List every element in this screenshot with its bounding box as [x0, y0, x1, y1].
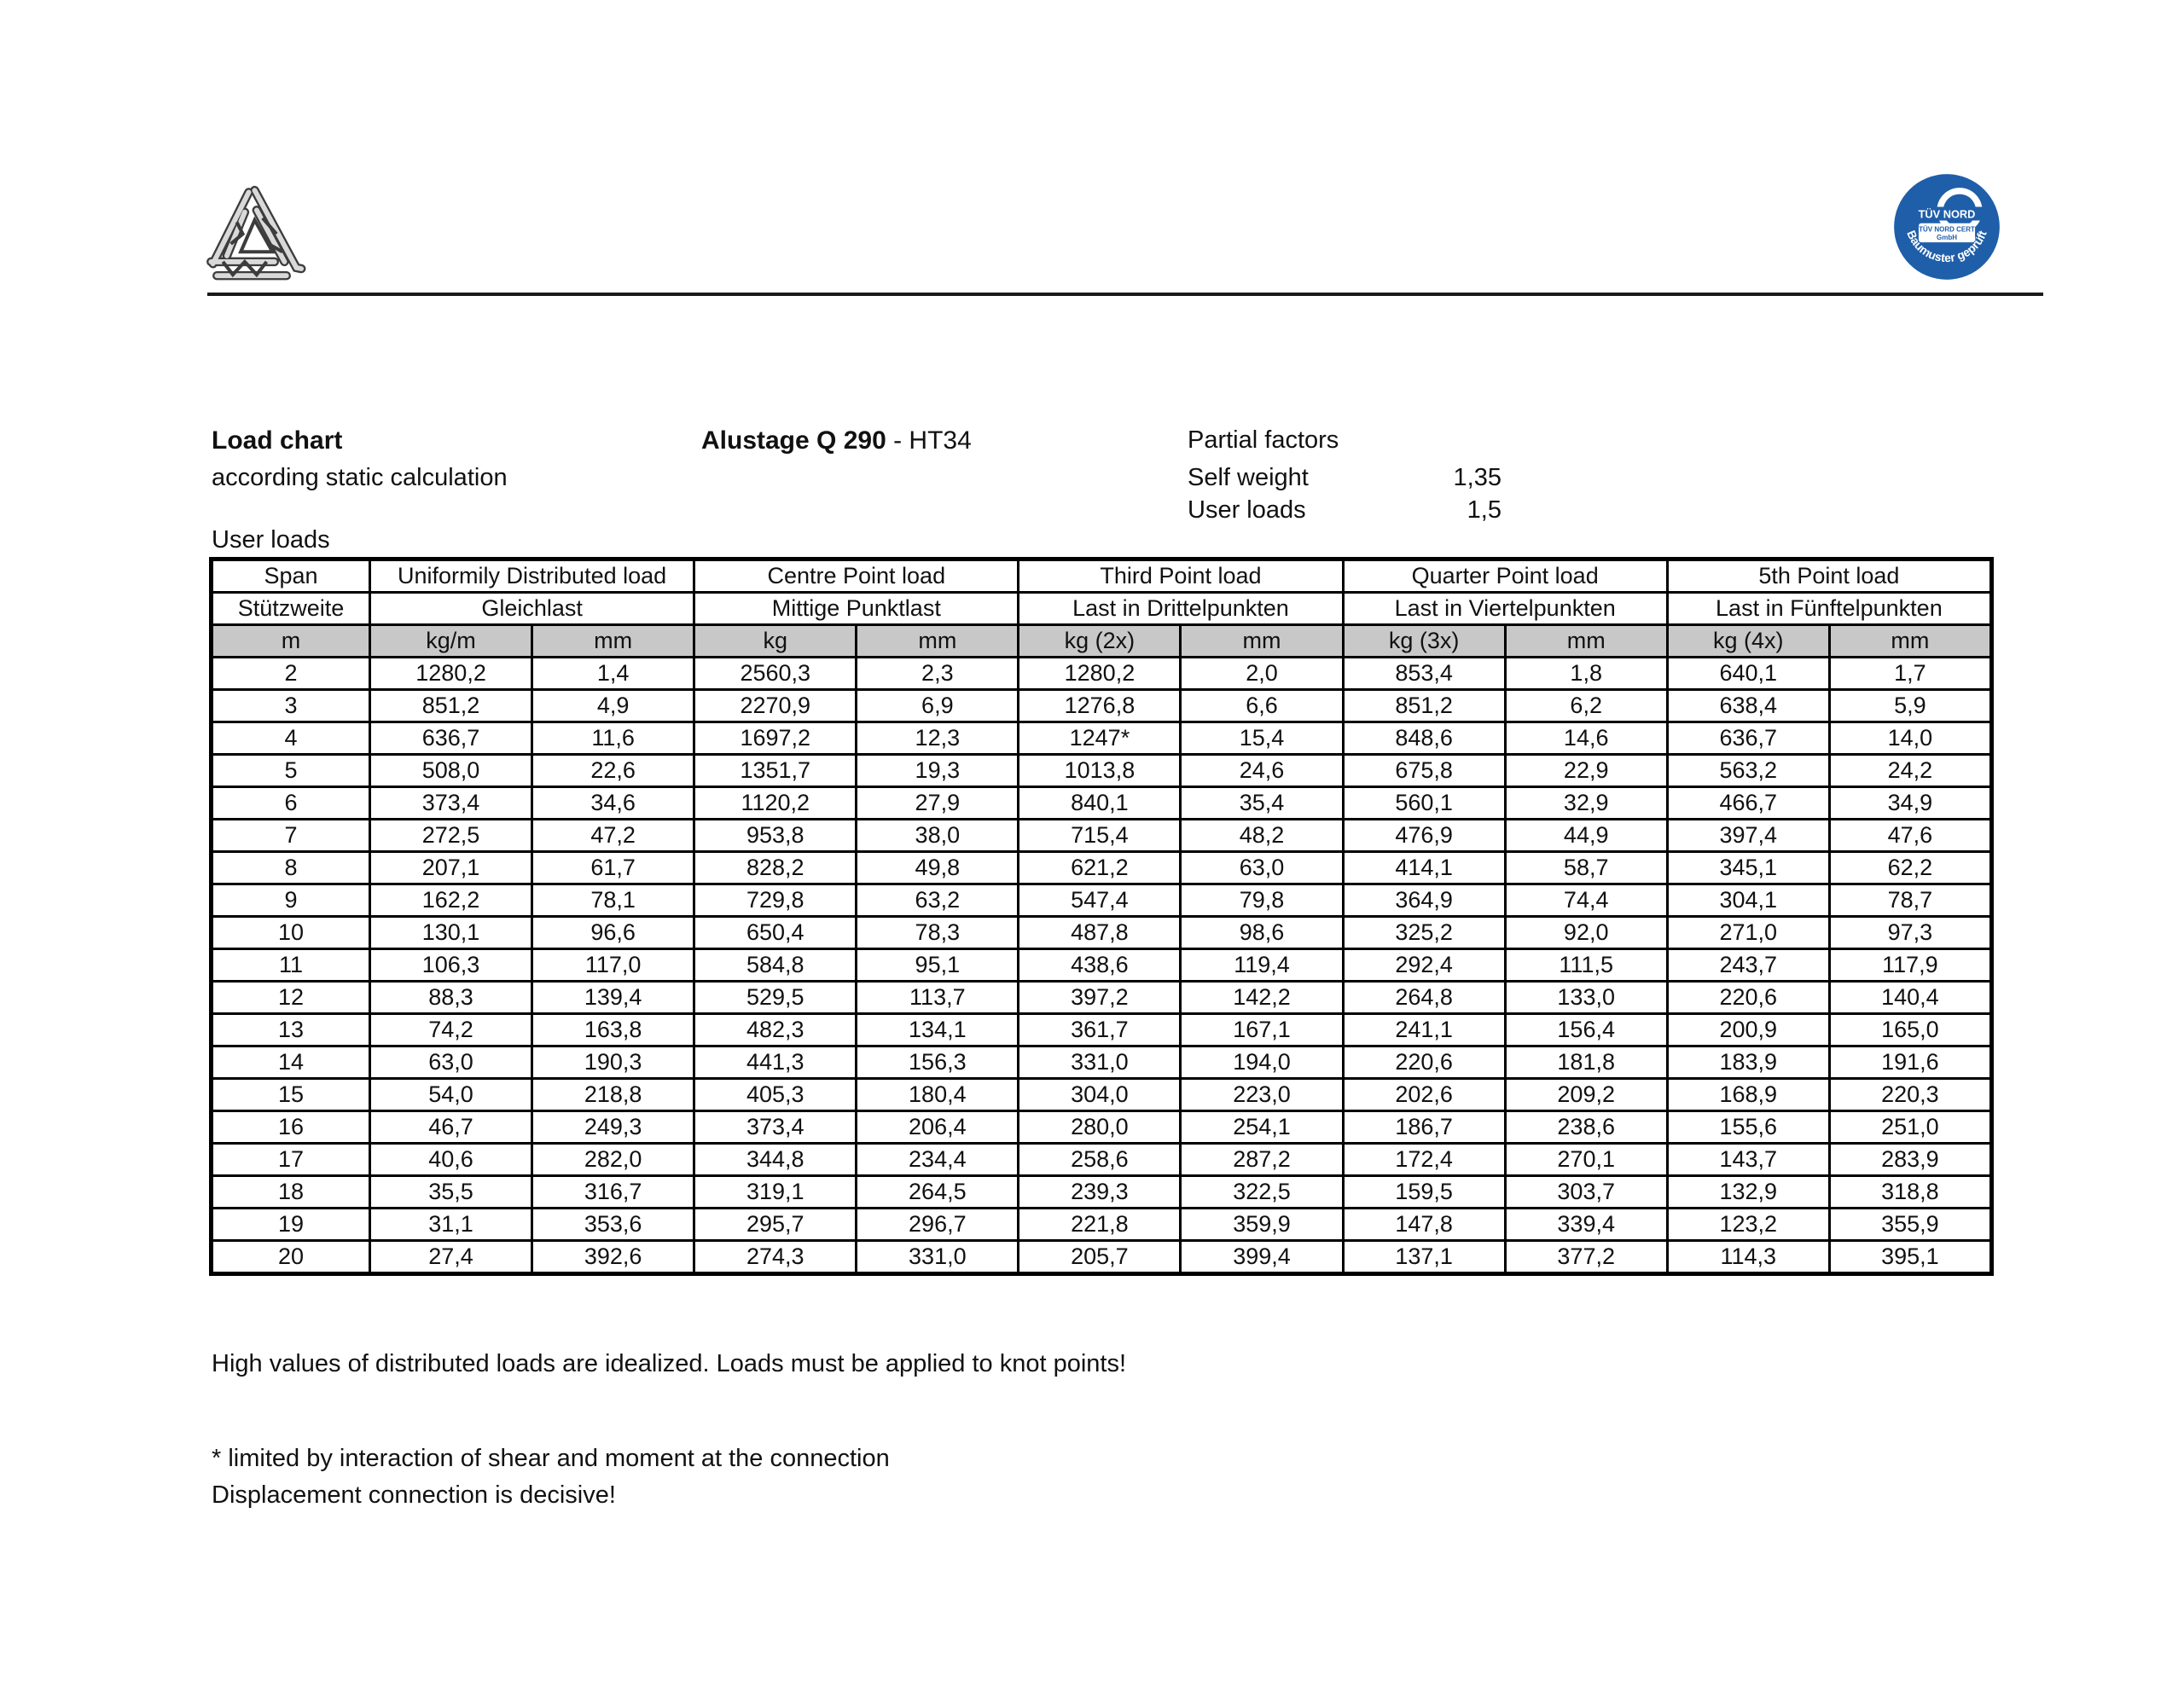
value-cell: 353,6	[532, 1209, 694, 1241]
truss-logo	[203, 179, 312, 285]
col-group-header-de: Last in Fünftelpunkten	[1667, 593, 1991, 625]
span-cell: 18	[212, 1176, 370, 1209]
value-cell: 392,6	[532, 1241, 694, 1274]
value-cell: 650,4	[694, 917, 857, 949]
value-cell: 134,1	[857, 1014, 1019, 1046]
value-cell: 62,2	[1829, 852, 1991, 884]
table-row	[212, 1079, 1992, 1111]
value-cell: 130,1	[370, 917, 532, 949]
table-row	[212, 1014, 1992, 1046]
header-row-en	[212, 559, 1992, 593]
value-cell: 78,7	[1829, 884, 1991, 917]
col-group-header-de: Last in Viertelpunkten	[1343, 593, 1667, 625]
table-row	[212, 787, 1992, 820]
value-cell: 345,1	[1667, 852, 1829, 884]
span-cell: 12	[212, 982, 370, 1014]
value-cell: 35,4	[1181, 787, 1343, 820]
table-row	[212, 1209, 1992, 1241]
value-cell: 190,3	[532, 1046, 694, 1079]
col-group-header: 5th Point load	[1667, 559, 1991, 593]
value-cell: 32,9	[1505, 787, 1667, 820]
span-cell: 15	[212, 1079, 370, 1111]
value-cell: 241,1	[1343, 1014, 1505, 1046]
value-cell: 180,4	[857, 1079, 1019, 1111]
value-cell: 35,5	[370, 1176, 532, 1209]
value-cell: 828,2	[694, 852, 857, 884]
value-cell: 438,6	[1019, 949, 1181, 982]
value-cell: 44,9	[1505, 820, 1667, 852]
unit-cell: m	[212, 625, 370, 658]
value-cell: 221,8	[1019, 1209, 1181, 1241]
value-cell: 359,9	[1181, 1209, 1343, 1241]
col-group-header-de: Gleichlast	[370, 593, 694, 625]
load-table-body	[212, 658, 1992, 1274]
value-cell: 355,9	[1829, 1209, 1991, 1241]
value-cell: 729,8	[694, 884, 857, 917]
value-cell: 1276,8	[1019, 690, 1181, 722]
value-cell: 49,8	[857, 852, 1019, 884]
value-cell: 63,0	[1181, 852, 1343, 884]
value-cell: 24,2	[1829, 755, 1991, 787]
value-cell: 31,1	[370, 1209, 532, 1241]
value-cell: 63,0	[370, 1046, 532, 1079]
tuv-gmbh-text: GmbH	[1937, 233, 1957, 241]
value-cell: 238,6	[1505, 1111, 1667, 1144]
unit-cell: kg/m	[370, 625, 532, 658]
value-cell: 243,7	[1667, 949, 1829, 982]
value-cell: 239,3	[1019, 1176, 1181, 1209]
value-cell: 159,5	[1343, 1176, 1505, 1209]
value-cell: 15,4	[1181, 722, 1343, 755]
span-cell: 17	[212, 1144, 370, 1176]
value-cell: 272,5	[370, 820, 532, 852]
value-cell: 361,7	[1019, 1014, 1181, 1046]
value-cell: 2,3	[857, 658, 1019, 690]
value-cell: 223,0	[1181, 1079, 1343, 1111]
table-row	[212, 982, 1992, 1014]
value-cell: 1280,2	[370, 658, 532, 690]
value-cell: 853,4	[1343, 658, 1505, 690]
value-cell: 2,0	[1181, 658, 1343, 690]
value-cell: 296,7	[857, 1209, 1019, 1241]
value-cell: 339,4	[1505, 1209, 1667, 1241]
value-cell: 280,0	[1019, 1111, 1181, 1144]
footnote-asterisk: * limited by interaction of shear and moment at the connection	[212, 1445, 890, 1472]
table-row	[212, 690, 1992, 722]
value-cell: 638,4	[1667, 690, 1829, 722]
value-cell: 304,1	[1667, 884, 1829, 917]
header-row-de	[212, 593, 1992, 625]
value-cell: 194,0	[1181, 1046, 1343, 1079]
table-row	[212, 852, 1992, 884]
value-cell: 209,2	[1505, 1079, 1667, 1111]
value-cell: 6,2	[1505, 690, 1667, 722]
span-cell: 8	[212, 852, 370, 884]
value-cell: 34,9	[1829, 787, 1991, 820]
units-row	[212, 625, 1992, 658]
value-cell: 1013,8	[1019, 755, 1181, 787]
value-cell: 4,9	[532, 690, 694, 722]
value-cell: 1351,7	[694, 755, 857, 787]
table-row	[212, 1176, 1992, 1209]
value-cell: 295,7	[694, 1209, 857, 1241]
value-cell: 12,3	[857, 722, 1019, 755]
value-cell: 220,3	[1829, 1079, 1991, 1111]
value-cell: 11,6	[532, 722, 694, 755]
unit-cell: kg (3x)	[1343, 625, 1505, 658]
value-cell: 167,1	[1181, 1014, 1343, 1046]
value-cell: 123,2	[1667, 1209, 1829, 1241]
value-cell: 34,6	[532, 787, 694, 820]
value-cell: 48,2	[1181, 820, 1343, 852]
span-cell: 7	[212, 820, 370, 852]
value-cell: 640,1	[1667, 658, 1829, 690]
value-cell: 106,3	[370, 949, 532, 982]
value-cell: 316,7	[532, 1176, 694, 1209]
value-cell: 202,6	[1343, 1079, 1505, 1111]
value-cell: 38,0	[857, 820, 1019, 852]
table-row	[212, 722, 1992, 755]
value-cell: 24,6	[1181, 755, 1343, 787]
unit-cell: mm	[1181, 625, 1343, 658]
value-cell: 54,0	[370, 1079, 532, 1111]
value-cell: 851,2	[1343, 690, 1505, 722]
partial-factor-label: User loads	[1188, 496, 1306, 524]
span-header-de: Stützweite	[212, 593, 370, 625]
value-cell: 117,9	[1829, 949, 1991, 982]
value-cell: 172,4	[1343, 1144, 1505, 1176]
value-cell: 563,2	[1667, 755, 1829, 787]
load-table-container	[209, 557, 1994, 1276]
value-cell: 249,3	[532, 1111, 694, 1144]
value-cell: 61,7	[532, 852, 694, 884]
table-row	[212, 1046, 1992, 1079]
unit-cell: kg (4x)	[1667, 625, 1829, 658]
value-cell: 274,3	[694, 1241, 857, 1274]
value-cell: 848,6	[1343, 722, 1505, 755]
product-suffix: - HT34	[886, 426, 972, 455]
load-table	[209, 557, 1994, 1276]
value-cell: 405,3	[694, 1079, 857, 1111]
value-cell: 322,5	[1181, 1176, 1343, 1209]
partial-factor-value: 1,5	[1467, 496, 1502, 524]
tuv-cert-logo	[1892, 172, 2001, 281]
value-cell: 78,3	[857, 917, 1019, 949]
value-cell: 441,3	[694, 1046, 857, 1079]
span-cell: 2	[212, 658, 370, 690]
value-cell: 143,7	[1667, 1144, 1829, 1176]
value-cell: 163,8	[532, 1014, 694, 1046]
value-cell: 636,7	[370, 722, 532, 755]
value-cell: 74,2	[370, 1014, 532, 1046]
value-cell: 466,7	[1667, 787, 1829, 820]
value-cell: 414,1	[1343, 852, 1505, 884]
value-cell: 74,4	[1505, 884, 1667, 917]
value-cell: 251,0	[1829, 1111, 1991, 1144]
value-cell: 220,6	[1343, 1046, 1505, 1079]
value-cell: 636,7	[1667, 722, 1829, 755]
unit-cell: mm	[1829, 625, 1991, 658]
value-cell: 331,0	[857, 1241, 1019, 1274]
span-cell: 13	[212, 1014, 370, 1046]
value-cell: 96,6	[532, 917, 694, 949]
value-cell: 395,1	[1829, 1241, 1991, 1274]
value-cell: 397,4	[1667, 820, 1829, 852]
value-cell: 377,2	[1505, 1241, 1667, 1274]
unit-cell: mm	[532, 625, 694, 658]
value-cell: 1120,2	[694, 787, 857, 820]
value-cell: 270,1	[1505, 1144, 1667, 1176]
value-cell: 113,7	[857, 982, 1019, 1014]
col-group-header: Quarter Point load	[1343, 559, 1667, 593]
value-cell: 132,9	[1667, 1176, 1829, 1209]
value-cell: 621,2	[1019, 852, 1181, 884]
value-cell: 139,4	[532, 982, 694, 1014]
value-cell: 47,2	[532, 820, 694, 852]
partial-factor-value: 1,35	[1453, 464, 1502, 491]
value-cell: 584,8	[694, 949, 857, 982]
table-row	[212, 1241, 1992, 1274]
value-cell: 95,1	[857, 949, 1019, 982]
value-cell: 40,6	[370, 1144, 532, 1176]
value-cell: 79,8	[1181, 884, 1343, 917]
value-cell: 186,7	[1343, 1111, 1505, 1144]
value-cell: 6,9	[857, 690, 1019, 722]
value-cell: 1,8	[1505, 658, 1667, 690]
value-cell: 508,0	[370, 755, 532, 787]
value-cell: 287,2	[1181, 1144, 1343, 1176]
span-header-en: Span	[212, 559, 370, 593]
unit-cell: mm	[1505, 625, 1667, 658]
value-cell: 5,9	[1829, 690, 1991, 722]
col-group-header-de: Last in Drittelpunkten	[1019, 593, 1343, 625]
value-cell: 397,2	[1019, 982, 1181, 1014]
product-title	[701, 426, 972, 455]
value-cell: 220,6	[1667, 982, 1829, 1014]
value-cell: 2270,9	[694, 690, 857, 722]
page-subtitle: according static calculation	[212, 464, 508, 491]
unit-cell: mm	[857, 625, 1019, 658]
span-cell: 14	[212, 1046, 370, 1079]
value-cell: 97,3	[1829, 917, 1991, 949]
value-cell: 303,7	[1505, 1176, 1667, 1209]
value-cell: 851,2	[370, 690, 532, 722]
value-cell: 206,4	[857, 1111, 1019, 1144]
tuv-cert-text: TÜV NORD CERT	[1919, 225, 1975, 234]
page-title: Load chart	[212, 426, 343, 455]
span-cell: 19	[212, 1209, 370, 1241]
value-cell: 27,4	[370, 1241, 532, 1274]
value-cell: 22,6	[532, 755, 694, 787]
footnote-displacement: Displacement connection is decisive!	[212, 1481, 616, 1509]
value-cell: 364,9	[1343, 884, 1505, 917]
header-divider	[207, 293, 2043, 296]
table-row	[212, 917, 1992, 949]
value-cell: 319,1	[694, 1176, 857, 1209]
value-cell: 218,8	[532, 1079, 694, 1111]
product-name: Alustage Q 290	[701, 426, 886, 455]
value-cell: 373,4	[370, 787, 532, 820]
col-group-header: Third Point load	[1019, 559, 1343, 593]
value-cell: 78,1	[532, 884, 694, 917]
value-cell: 258,6	[1019, 1144, 1181, 1176]
value-cell: 331,0	[1019, 1046, 1181, 1079]
value-cell: 715,4	[1019, 820, 1181, 852]
value-cell: 304,0	[1019, 1079, 1181, 1111]
table-row	[212, 884, 1992, 917]
unit-cell: kg (2x)	[1019, 625, 1181, 658]
col-group-header: Centre Point load	[694, 559, 1019, 593]
value-cell: 162,2	[370, 884, 532, 917]
table-row	[212, 949, 1992, 982]
value-cell: 114,3	[1667, 1241, 1829, 1274]
value-cell: 1247*	[1019, 722, 1181, 755]
value-cell: 399,4	[1181, 1241, 1343, 1274]
span-cell: 9	[212, 884, 370, 917]
value-cell: 156,3	[857, 1046, 1019, 1079]
value-cell: 1280,2	[1019, 658, 1181, 690]
value-cell: 117,0	[532, 949, 694, 982]
value-cell: 234,4	[857, 1144, 1019, 1176]
value-cell: 476,9	[1343, 820, 1505, 852]
table-caption: User loads	[212, 526, 330, 554]
value-cell: 88,3	[370, 982, 532, 1014]
value-cell: 98,6	[1181, 917, 1343, 949]
value-cell: 953,8	[694, 820, 857, 852]
value-cell: 292,4	[1343, 949, 1505, 982]
value-cell: 140,4	[1829, 982, 1991, 1014]
col-group-header: Uniformily Distributed load	[370, 559, 694, 593]
table-row	[212, 658, 1992, 690]
value-cell: 155,6	[1667, 1111, 1829, 1144]
value-cell: 6,6	[1181, 690, 1343, 722]
table-row	[212, 1111, 1992, 1144]
table-row	[212, 755, 1992, 787]
value-cell: 207,1	[370, 852, 532, 884]
value-cell: 191,6	[1829, 1046, 1991, 1079]
value-cell: 14,0	[1829, 722, 1991, 755]
unit-cell: kg	[694, 625, 857, 658]
footnote-idealized: High values of distributed loads are idealized. Loads must be applied to knot points!	[212, 1350, 1127, 1377]
value-cell: 58,7	[1505, 852, 1667, 884]
value-cell: 137,1	[1343, 1241, 1505, 1274]
table-row	[212, 1144, 1992, 1176]
value-cell: 183,9	[1667, 1046, 1829, 1079]
value-cell: 156,4	[1505, 1014, 1667, 1046]
value-cell: 92,0	[1505, 917, 1667, 949]
span-cell: 6	[212, 787, 370, 820]
tuv-name-text: TÜV NORD	[1918, 207, 1976, 221]
value-cell: 1,7	[1829, 658, 1991, 690]
value-cell: 205,7	[1019, 1241, 1181, 1274]
value-cell: 283,9	[1829, 1144, 1991, 1176]
value-cell: 14,6	[1505, 722, 1667, 755]
value-cell: 181,8	[1505, 1046, 1667, 1079]
partial-factor-label: Self weight	[1188, 464, 1309, 491]
span-cell: 3	[212, 690, 370, 722]
partial-factors-heading: Partial factors	[1188, 426, 1339, 454]
value-cell: 325,2	[1343, 917, 1505, 949]
value-cell: 63,2	[857, 884, 1019, 917]
span-cell: 11	[212, 949, 370, 982]
value-cell: 373,4	[694, 1111, 857, 1144]
value-cell: 560,1	[1343, 787, 1505, 820]
value-cell: 168,9	[1667, 1079, 1829, 1111]
span-cell: 10	[212, 917, 370, 949]
value-cell: 119,4	[1181, 949, 1343, 982]
span-cell: 20	[212, 1241, 370, 1274]
value-cell: 547,4	[1019, 884, 1181, 917]
value-cell: 271,0	[1667, 917, 1829, 949]
value-cell: 264,5	[857, 1176, 1019, 1209]
value-cell: 147,8	[1343, 1209, 1505, 1241]
value-cell: 482,3	[694, 1014, 857, 1046]
span-cell: 4	[212, 722, 370, 755]
value-cell: 47,6	[1829, 820, 1991, 852]
value-cell: 200,9	[1667, 1014, 1829, 1046]
value-cell: 27,9	[857, 787, 1019, 820]
value-cell: 318,8	[1829, 1176, 1991, 1209]
value-cell: 1697,2	[694, 722, 857, 755]
value-cell: 111,5	[1505, 949, 1667, 982]
value-cell: 1,4	[532, 658, 694, 690]
value-cell: 22,9	[1505, 755, 1667, 787]
value-cell: 165,0	[1829, 1014, 1991, 1046]
value-cell: 344,8	[694, 1144, 857, 1176]
value-cell: 675,8	[1343, 755, 1505, 787]
value-cell: 19,3	[857, 755, 1019, 787]
value-cell: 264,8	[1343, 982, 1505, 1014]
value-cell: 142,2	[1181, 982, 1343, 1014]
span-cell: 16	[212, 1111, 370, 1144]
value-cell: 282,0	[532, 1144, 694, 1176]
value-cell: 840,1	[1019, 787, 1181, 820]
value-cell: 46,7	[370, 1111, 532, 1144]
value-cell: 133,0	[1505, 982, 1667, 1014]
value-cell: 529,5	[694, 982, 857, 1014]
span-cell: 5	[212, 755, 370, 787]
table-row	[212, 820, 1992, 852]
col-group-header-de: Mittige Punktlast	[694, 593, 1019, 625]
value-cell: 2560,3	[694, 658, 857, 690]
value-cell: 254,1	[1181, 1111, 1343, 1144]
value-cell: 487,8	[1019, 917, 1181, 949]
tuv-arc-text: Baumuster geprüft	[1904, 228, 1989, 265]
